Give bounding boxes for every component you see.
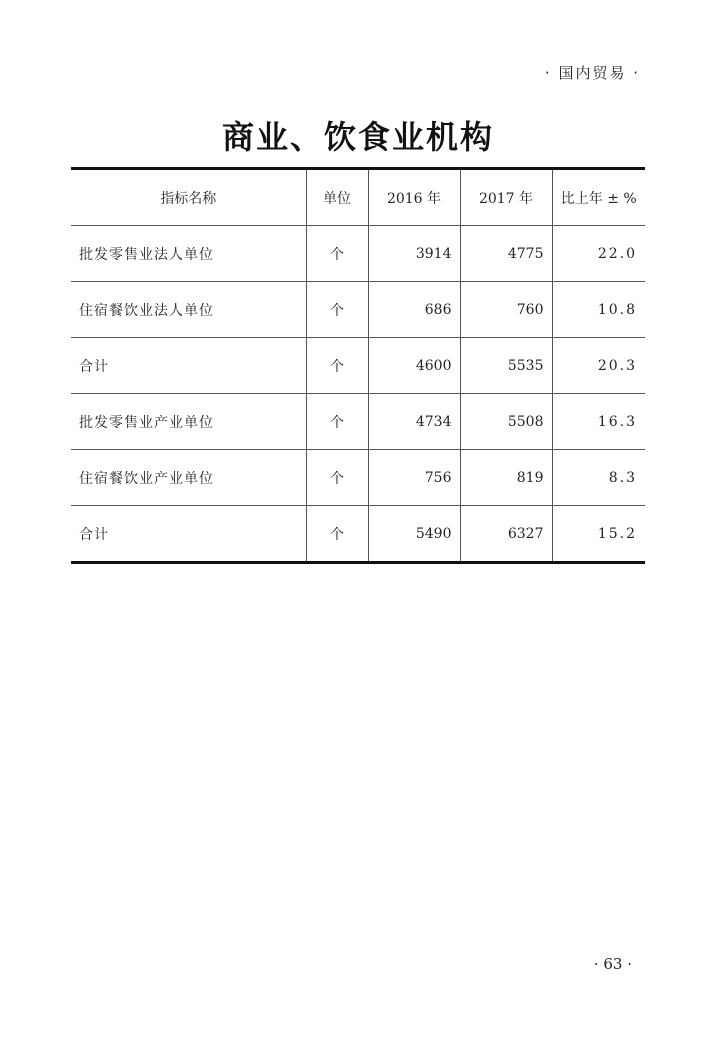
row-change: 16.3 <box>552 394 645 450</box>
row-value-2016: 5490 <box>368 506 460 563</box>
row-value-2016: 4600 <box>368 338 460 394</box>
row-value-2016: 3914 <box>368 226 460 282</box>
table-row <box>71 226 645 282</box>
row-change: 8.3 <box>552 450 645 506</box>
row-unit: 个 <box>306 226 368 282</box>
table-row <box>71 282 645 338</box>
table-row <box>71 338 645 394</box>
row-name: 批发零售业产业单位 <box>71 394 306 450</box>
row-name: 批发零售业法人单位 <box>71 226 306 282</box>
row-unit: 个 <box>306 506 368 563</box>
row-unit: 个 <box>306 394 368 450</box>
page-title: 商业、饮食业机构 <box>221 118 494 156</box>
table-row <box>71 394 645 450</box>
column-header-indicator: 指标名称 <box>71 169 306 226</box>
row-name: 合计 <box>71 506 306 563</box>
row-value-2016: 756 <box>368 450 460 506</box>
data-table <box>71 167 645 564</box>
row-value-2017: 4775 <box>460 226 552 282</box>
row-value-2016: 686 <box>368 282 460 338</box>
column-header-unit: 单位 <box>306 169 368 226</box>
section-header: · 国内贸易 · <box>544 64 640 82</box>
row-value-2017: 819 <box>460 450 552 506</box>
row-name: 住宿餐饮业产业单位 <box>71 450 306 506</box>
row-change: 22.0 <box>552 226 645 282</box>
row-change: 20.3 <box>552 338 645 394</box>
row-value-2017: 760 <box>460 282 552 338</box>
row-value-2016: 4734 <box>368 394 460 450</box>
row-unit: 个 <box>306 450 368 506</box>
row-name: 合计 <box>71 338 306 394</box>
column-header-2016: 2016 年 <box>368 169 460 226</box>
table-row <box>71 450 645 506</box>
row-unit: 个 <box>306 338 368 394</box>
table-row <box>71 506 645 563</box>
row-unit: 个 <box>306 282 368 338</box>
table-header-row <box>71 169 645 226</box>
row-name: 住宿餐饮业法人单位 <box>71 282 306 338</box>
row-change: 10.8 <box>552 282 645 338</box>
row-value-2017: 5508 <box>460 394 552 450</box>
row-value-2017: 5535 <box>460 338 552 394</box>
column-header-change: 比上年 ± % <box>552 169 645 226</box>
row-value-2017: 6327 <box>460 506 552 563</box>
row-change: 15.2 <box>552 506 645 563</box>
page-number: · 63 · <box>593 955 632 973</box>
column-header-2017: 2017 年 <box>460 169 552 226</box>
